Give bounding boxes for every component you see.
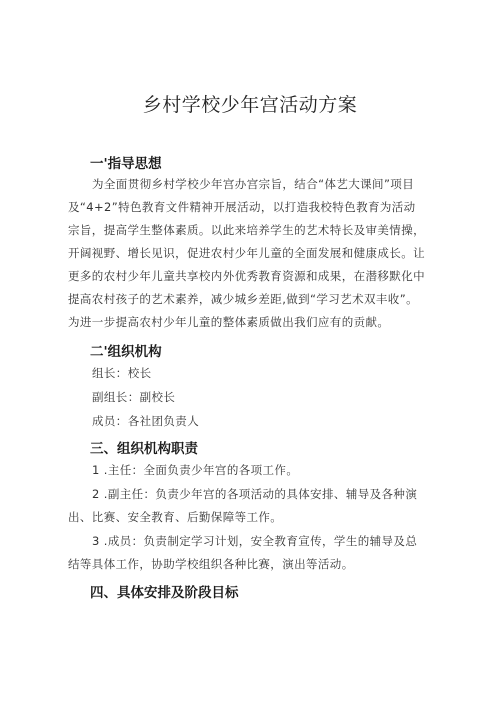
paragraph-line: 组长：校长 [92,366,152,380]
paragraph-line: 结等具体工作，协助学校组织各种比赛，演出等活动。 [68,557,354,571]
section-heading-organization: 二'组织机构 [90,344,162,360]
paragraph-line: 2 .副主任：负责少年宫的各项活动的具体安排、辅导及各种演 [92,487,418,501]
paragraph-line: 为进一步提高农村少年儿童的整体素质做出我们应有的贡献。 [68,315,390,329]
paragraph-line: 为全面贯彻乡村学校少年宫办宫宗旨，结合“体艺大课间”项目 [92,177,415,191]
paragraph-line: 成员：各社团负责人 [92,414,200,428]
paragraph-line: 宗旨，提高学生整体素质。以此来培养学生的艺术特长及审美情操， [68,223,425,237]
paragraph-line: 出、比赛、安全教育、后勤保障等工作。 [68,510,283,524]
paragraph-line: 及“4+2”特色教育文件精神开展活动，以打造我校特色教育为活动 [68,200,416,214]
document-title: 乡村学校少年宫活动方案 [142,94,358,116]
paragraph-line: 更多的农村少年儿童共享校内外优秀教育资源和成果，在潜移默化中 [68,269,425,283]
paragraph-line: 3 .成员：负责制定学习计划，安全教育宣传，学生的辅导及总 [92,534,418,548]
paragraph-line: 副组长：副校长 [92,390,176,404]
paragraph-line: 1 .主任：全面负责少年宫的各项工作。 [92,463,299,477]
paragraph-line: 开阔视野、增长见识，促进农村少年儿童的全面发展和健康成长。让 [68,246,425,260]
section-heading-duties: 三、组织机构职责 [90,441,198,457]
section-heading-guiding-ideology: 一'指导思想 [90,156,162,172]
paragraph-line: 提高农村孩子的艺术素养，减少城乡差距,做到“学习艺术双丰收”。 [68,292,418,306]
section-heading-arrangement: 四、具体安排及阶段目标 [90,585,239,601]
